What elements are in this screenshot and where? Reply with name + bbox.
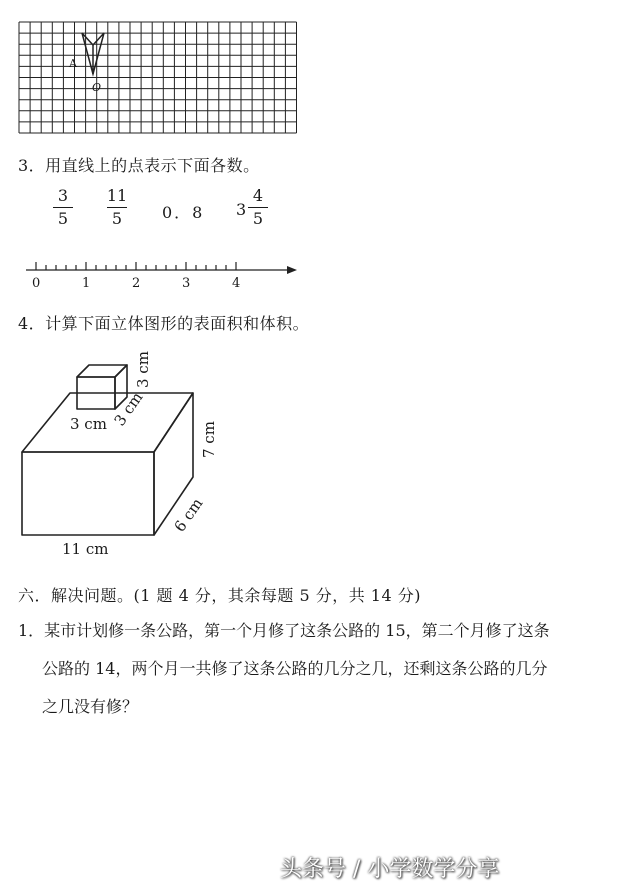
fraction-denominator: 5 bbox=[252, 209, 264, 228]
fraction-numerator: 4 bbox=[252, 186, 264, 205]
number-fraction-2 bbox=[104, 186, 130, 229]
watermark: 头条号 / 小学数学分享 bbox=[280, 857, 500, 882]
grid-lines bbox=[19, 22, 297, 133]
fraction-numerator: 11 bbox=[106, 186, 128, 205]
dim-small-height: 3 cm bbox=[134, 351, 152, 388]
number-line-labels bbox=[32, 276, 240, 291]
grid-label-o: O bbox=[92, 81, 102, 94]
dim-large-height: 7 cm bbox=[200, 421, 218, 458]
problem-1-line-2: 公路的 14，两个月一共修了这条公路的几分之几，还剩这条公路的几分 bbox=[42, 659, 548, 678]
solid-figure bbox=[0, 340, 260, 570]
problem-1-line-1: 1．某市计划修一条公路，第一个月修了这条公路的 15，第二个月修了这条 bbox=[18, 621, 550, 640]
grid-figure bbox=[0, 0, 640, 140]
fraction-bar bbox=[53, 207, 73, 208]
small-cube-top bbox=[77, 365, 127, 377]
q4-title: 4．计算下面立体图形的表面积和体积。 bbox=[18, 314, 310, 333]
problem-1-line-3: 之几没有修？ bbox=[42, 697, 139, 716]
number-line-ticks bbox=[36, 262, 236, 270]
large-cuboid-front bbox=[22, 452, 154, 535]
number-fraction-1 bbox=[50, 186, 76, 229]
dim-small-width: 3 cm bbox=[70, 415, 107, 433]
grid-label-a: A bbox=[69, 57, 77, 70]
q3-title: 3．用直线上的点表示下面各数。 bbox=[18, 156, 260, 175]
fraction-denominator: 5 bbox=[111, 209, 123, 228]
number-line-label: 0 bbox=[32, 276, 41, 291]
dim-large-length: 11 cm bbox=[62, 540, 109, 558]
section6-title: 六．解决问题。(1 题 4 分，其余每题 5 分，共 14 分) bbox=[18, 586, 421, 605]
large-cuboid-top bbox=[22, 393, 193, 452]
number-line-label: 1 bbox=[82, 276, 91, 291]
dim-large-depth: 6 cm bbox=[170, 494, 207, 536]
number-line-label: 4 bbox=[232, 276, 241, 291]
number-mixed-fraction bbox=[245, 186, 271, 229]
number-decimal: 0．8 bbox=[162, 203, 205, 222]
number-line-label: 3 bbox=[182, 276, 191, 291]
fraction-numerator: 3 bbox=[57, 186, 69, 205]
number-line bbox=[0, 255, 320, 295]
fraction-bar bbox=[107, 207, 127, 208]
number-line-label: 2 bbox=[132, 276, 141, 291]
number-line-arrowhead bbox=[287, 266, 297, 274]
fraction-denominator: 5 bbox=[57, 209, 69, 228]
number-mixed-whole: 3 bbox=[236, 200, 247, 219]
dim-small-depth: 3 cm bbox=[110, 388, 147, 430]
fraction-bar bbox=[248, 207, 268, 208]
problem-1 bbox=[18, 612, 618, 726]
